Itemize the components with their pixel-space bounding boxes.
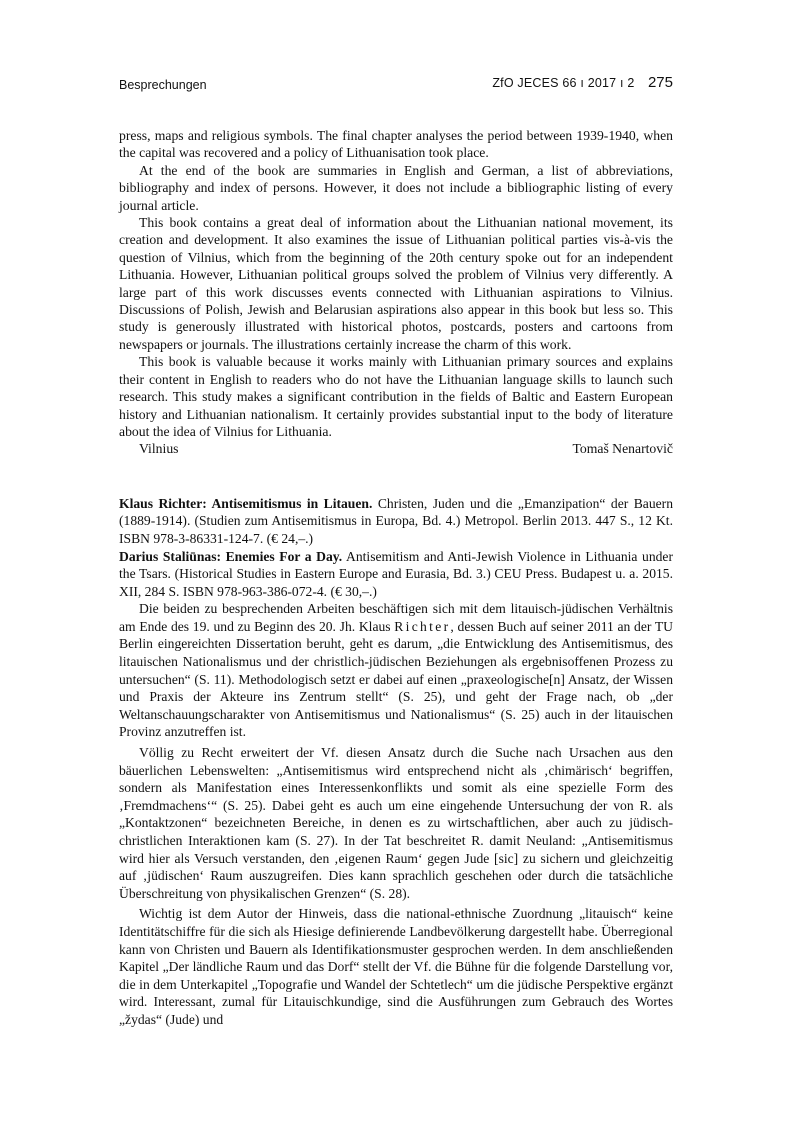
author-name-spaced: Richter: [394, 618, 451, 634]
running-head: [119, 74, 673, 96]
review2-paragraph: Völlig zu Recht erweitert der Vf. diesen Ansatz durch die Suche nach Ursachen aus den bäuerlichen Lebenswelten: „Antisemitismus wird entsprechend nicht als ‚chimärisch‘ begriffen, sondern als Manifestation eines Interessenkonflikts und somit als eine spezielle Form des ‚Fremdmachens‘“ (S. 25). Dabei geht es auch um eine eingehende Untersuchung der von R. als „Kontaktzonen“ bezeichneten Bereiche, in denen es zu wirtschaftlichen, aber auch zu jüdisch-christlichen Interaktionen kam (S. 27). In der Tat beschreitet R. damit Neuland: „Antisemitismus wird hier als Versuch verstanden, den ‚eigenen Raum‘ gegen Jude [sic] zu sichern und gleichzeitig auf ‚jüdischen‘ Raum auszugreifen. Dies kann sprachlich geschehen oder durch die tatsächliche Überschreitung von physikalischen Grenzen“ (S. 28).: [119, 745, 673, 901]
reviewer-name: Tomaš Nenartovič: [572, 441, 673, 457]
book-author-title: Darius Staliūnas: Enemies For a Day.: [119, 548, 343, 564]
journal-issue: ZfO JECES 66 ı 2017 ı 2: [492, 76, 635, 90]
review2: [119, 495, 673, 1029]
review-separator: [119, 458, 673, 495]
review2-paragraph: Wichtig ist dem Autor der Hinweis, dass die national-ethnische Zuordnung „litauisch“ keine Identitätschiffre für die sich als Hiesige definierende Landbevölkerung dargestellt habe. Überregional kann von Christen und Bauern als Identifikationsmuster gesprochen werden. In dem anschließenden Kapitel „Der ländliche Raum und das Dorf“ stellt der Vf. die Bühne für die folgende Darstellung vor, die in dem Unterkapitel „Topografie und Wandel der Schtetlech“ um die jüdische Perspektive ergänzt wird. Interessant, zumal für Litauischkundige, sind die Ausführungen zum Gebrauch des Wortes „žydas“ (Jude) und: [119, 906, 673, 1027]
page-number: 275: [647, 74, 673, 91]
section-title: Besprechungen: [119, 78, 207, 92]
review1-paragraph: This book is valuable because it works mainly with Lithuanian primary sources and explains their content in English to readers who do not have the Lithuanian language skills to launch such research. This study makes a significant contribution in the fields of Baltic and Eastern European history and Lithuanian nationalism. It certainly provides substantial input to the body of literature about the idea of Vilnius for Lithuania.: [119, 354, 673, 439]
book-citation-1: [119, 495, 673, 548]
book-details: Christen, Juden und die „Emanzipation“ der Bauern (1889-1914). (Studien zum Antisemitismus in Europa, Bd. 4.) Metropol. Berlin 2013. 447 S., 12 Kt. ISBN 978-3-86331-124-7. (€ 24,–.): [119, 495, 673, 546]
book-author-title: Klaus Richter: Antisemitismus in Litauen.: [119, 495, 373, 511]
review1-paragraph: This book contains a great deal of information about the Lithuanian national movement, its creation and development. It also examines the issue of Lithuanian political parties vis-à-vis the question of Vilnius, which from the beginning of the 20th century spoke out for an independent Lithuania. However, Lithuanian political groups solved the problem of Vilnius very differently. A large part of this work discusses events connected with Lithuanian aspirations to Vilnius. Discussions of Polish, Jewish and Belarusian aspirations also appear in this book but less so. This study is generously illustrated with historical photos, postcards, posters and cartoons from newspapers or journals. The illustrations certainly increase the charm of this work.: [119, 215, 673, 352]
review1-signoff: [119, 440, 673, 457]
review-place: Vilnius: [139, 441, 179, 457]
book-details: Antisemitism and Anti-Jewish Violence in Lithuania under the Tsars. (Historical Studies in Eastern Europe and Eurasia, Bd. 3.) CEU Press. Budapest u. a. 2015. XII, 284 S. ISBN 978-963-386-072-4. (€ 30,–.): [119, 548, 673, 599]
book-citation-2: [119, 548, 673, 601]
review1-paragraph: press, maps and religious symbols. The final chapter analyses the period between 1939-1940, when the capital was recovered and a policy of Lithuanisation took place.: [119, 128, 673, 161]
review2-paragraph: Die beiden zu besprechenden Arbeiten beschäftigen sich mit dem litauisch-jüdischen Verhältnis am Ende des 19. und zu Beginn des 20. Jh. Klaus Richter, dessen Buch auf seiner 2011 an der TU Berlin eingereichten Dissertation beruht, geht es darum, „die Entwicklung des Antisemitismus, des litauischen Nationalismus und der christlich-jüdischen Beziehungen als ergebnisoffenen Prozess zu untersuchen“ (S. 11). Methodologisch setzt er dabei auf einen „praxeologische[n] Ansatz, der Wissen und Praxis der Akteure ins Zentrum stellt“ (S. 25), und geht der Frage nach, ob „der Weltanschauungscharakter von Antisemitismus und Nationalismus“ (S. 25) auch in der litauischen Provinz anzutreffen ist.: [119, 601, 673, 740]
review1-paragraph: At the end of the book are summaries in English and German, a list of abbreviations, bibliography and index of persons. However, it does not include a bibliographic listing of every journal article.: [119, 162, 673, 213]
page-body: [119, 127, 673, 1029]
journal-info: [492, 74, 673, 91]
